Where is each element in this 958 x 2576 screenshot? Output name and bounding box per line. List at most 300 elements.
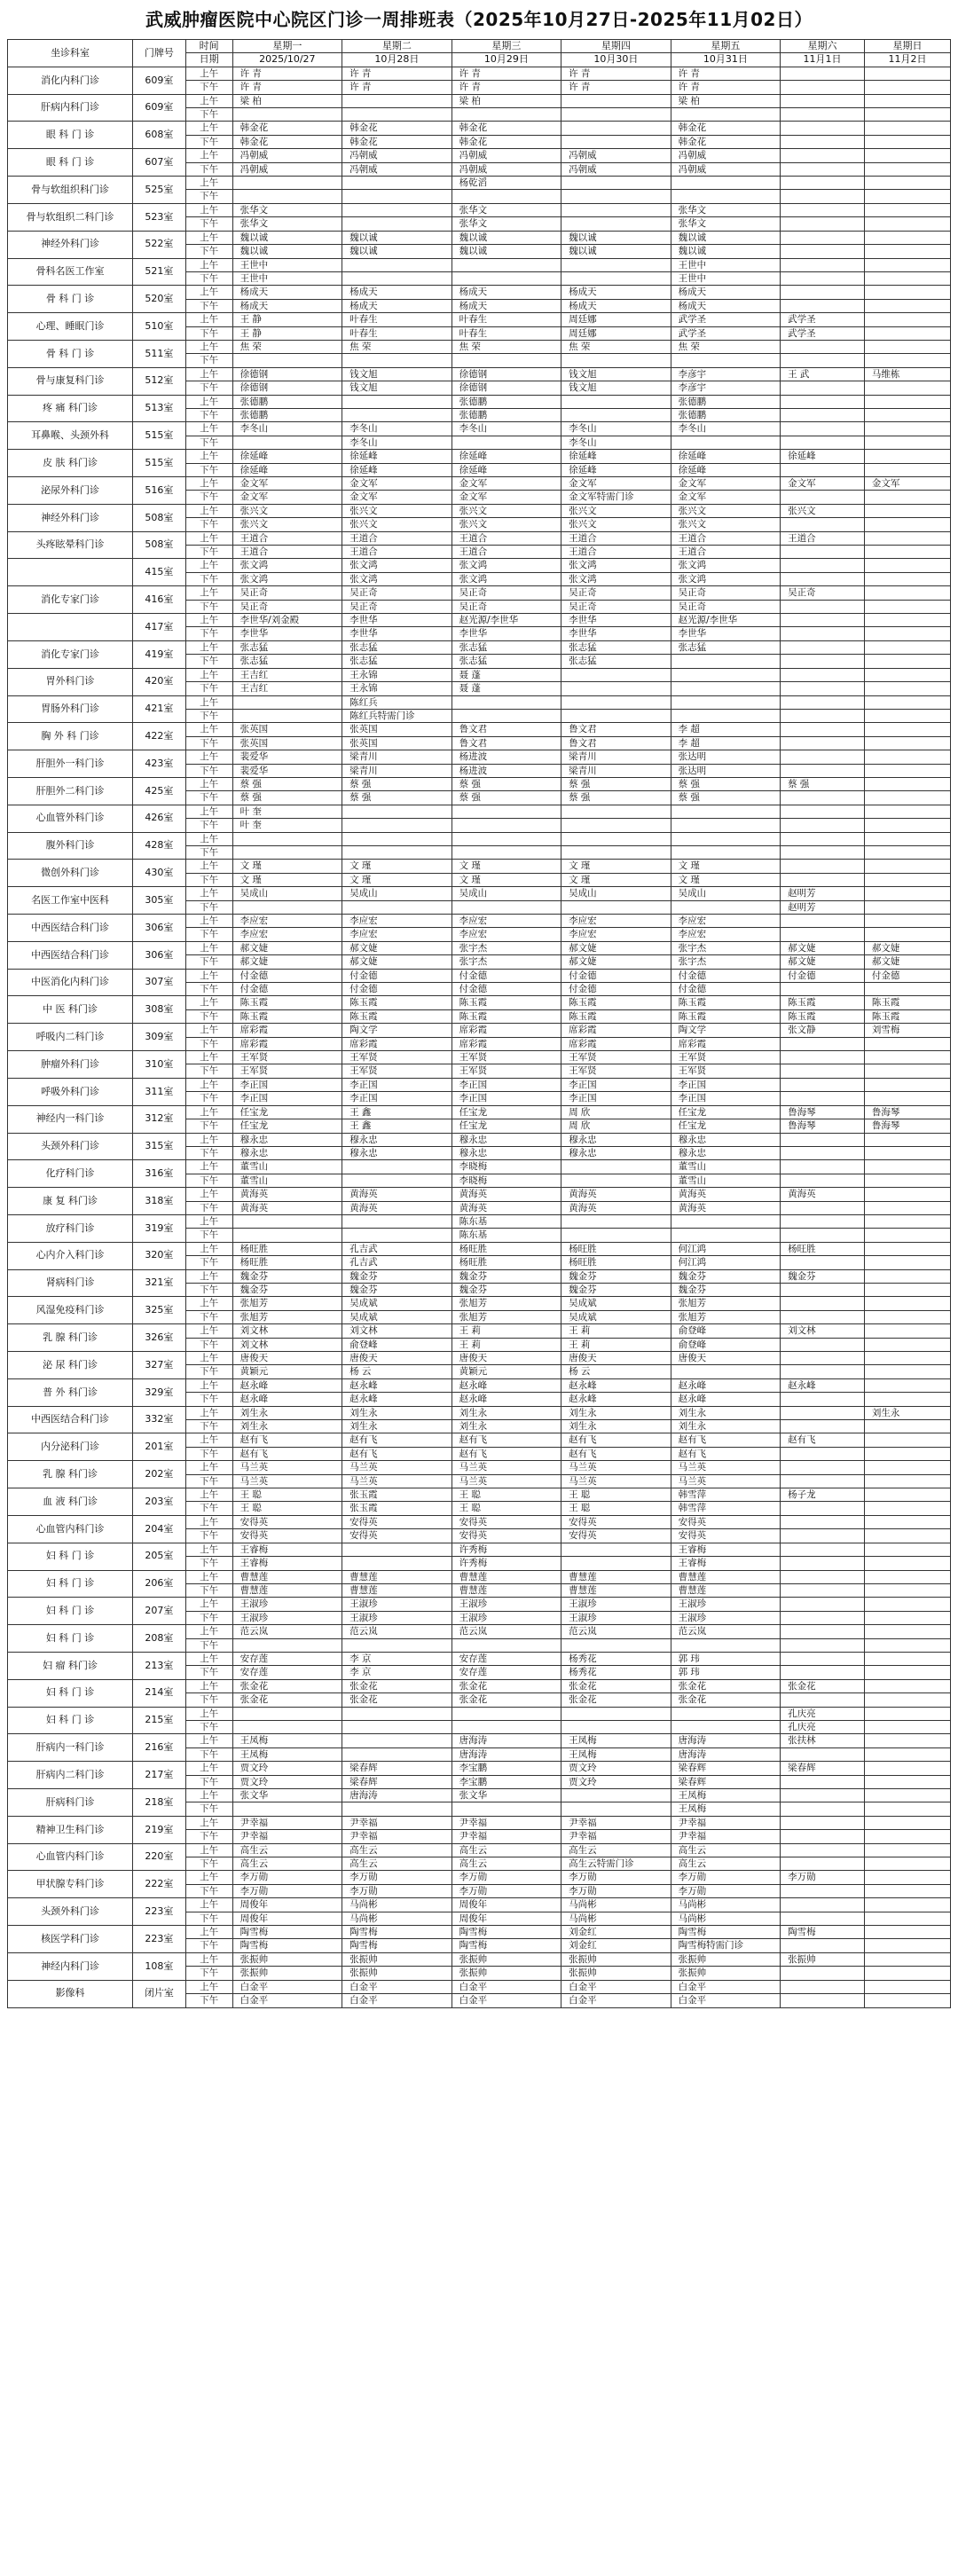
- doctor-cell: 赵有飞: [342, 1447, 452, 1460]
- doctor-cell: 李宝鹏: [452, 1775, 561, 1788]
- doctor-cell: [232, 1229, 342, 1242]
- doctor-cell: 聂 蓬: [452, 682, 561, 695]
- doctor-cell: 李正国: [232, 1078, 342, 1091]
- doctor-cell: [232, 1720, 342, 1733]
- doctor-cell: [864, 1952, 950, 1966]
- doctor-cell: 陈玉霞: [671, 996, 781, 1009]
- doctor-cell: [342, 1734, 452, 1747]
- doctor-cell: 叶 奎: [232, 819, 342, 832]
- doctor-cell: [864, 354, 950, 367]
- doctor-cell: [561, 271, 671, 285]
- session-cell: 上午: [185, 367, 232, 381]
- department-cell: 呼吸内二科门诊: [8, 1024, 133, 1051]
- schedule-row: [8, 1105, 951, 1119]
- doctor-cell: [864, 122, 950, 135]
- room-cell: 316室: [133, 1160, 186, 1188]
- doctor-cell: 安得英: [561, 1515, 671, 1528]
- session-cell: 下午: [185, 627, 232, 640]
- doctor-cell: 赵永峰: [342, 1393, 452, 1406]
- room-cell: 607室: [133, 149, 186, 177]
- doctor-cell: [781, 1693, 865, 1707]
- doctor-cell: 周 欣: [561, 1105, 671, 1119]
- doctor-cell: 蔡 强: [232, 791, 342, 805]
- department-cell: 心理、睡眠门诊: [8, 313, 133, 341]
- department-cell: 肝病内科门诊: [8, 94, 133, 122]
- doctor-cell: 张玉霞: [342, 1488, 452, 1502]
- doctor-cell: 董雪山: [232, 1174, 342, 1187]
- department-cell: 神经外科门诊: [8, 231, 133, 258]
- day-date-header: 10月31日: [671, 53, 781, 67]
- doctor-cell: [864, 1297, 950, 1310]
- session-cell: 下午: [185, 1802, 232, 1816]
- doctor-cell: [671, 177, 781, 190]
- doctor-cell: [864, 258, 950, 271]
- doctor-cell: 张达明: [671, 750, 781, 764]
- doctor-cell: 魏金芬: [342, 1283, 452, 1296]
- doctor-cell: 魏以诚: [232, 231, 342, 244]
- doctor-cell: [781, 67, 865, 80]
- doctor-cell: 张志猛: [452, 640, 561, 654]
- doctor-cell: 鲁海琴: [781, 1105, 865, 1119]
- doctor-cell: 李世华: [671, 627, 781, 640]
- doctor-cell: 白金平: [561, 1994, 671, 2007]
- doctor-cell: 任宝龙: [671, 1105, 781, 1119]
- department-cell: 妇 瘤 科门诊: [8, 1652, 133, 1679]
- doctor-cell: 文 瑾: [232, 873, 342, 886]
- doctor-cell: 许 青: [452, 67, 561, 80]
- doctor-cell: 许 青: [671, 81, 781, 94]
- doctor-cell: 张振帅: [342, 1952, 452, 1966]
- doctor-cell: [864, 1474, 950, 1488]
- doctor-cell: 吴成山: [342, 887, 452, 900]
- doctor-cell: 陶雪梅: [342, 1939, 452, 1952]
- doctor-cell: [864, 1378, 950, 1392]
- session-cell: 上午: [185, 1816, 232, 1829]
- doctor-cell: 赵永峰: [561, 1393, 671, 1406]
- department-cell: [8, 559, 133, 586]
- doctor-cell: [781, 1092, 865, 1105]
- doctor-cell: [864, 381, 950, 395]
- doctor-cell: [342, 203, 452, 216]
- doctor-cell: 唐海涛: [452, 1734, 561, 1747]
- doctor-cell: [452, 1707, 561, 1720]
- doctor-cell: 穆永忠: [671, 1133, 781, 1146]
- doctor-cell: [864, 1611, 950, 1624]
- session-cell: 下午: [185, 1557, 232, 1570]
- doctor-cell: [864, 1583, 950, 1597]
- doctor-cell: 何江鸿: [671, 1256, 781, 1269]
- schedule-row: [8, 1352, 951, 1365]
- doctor-cell: 魏金芬: [232, 1283, 342, 1296]
- room-cell: 213室: [133, 1652, 186, 1679]
- doctor-cell: 席彩霞: [232, 1024, 342, 1037]
- session-cell: 下午: [185, 81, 232, 94]
- room-cell: 223室: [133, 1898, 186, 1926]
- doctor-cell: 刘文林: [781, 1324, 865, 1338]
- department-cell: 胸 外 科 门诊: [8, 723, 133, 750]
- doctor-cell: 张文华: [232, 1789, 342, 1802]
- doctor-cell: [864, 845, 950, 859]
- room-cell: 闭片室: [133, 1980, 186, 2007]
- doctor-cell: 穆永忠: [671, 1146, 781, 1159]
- doctor-cell: [781, 915, 865, 928]
- doctor-cell: 魏以诚: [452, 245, 561, 258]
- session-cell: 上午: [185, 695, 232, 709]
- doctor-cell: [864, 600, 950, 613]
- doctor-cell: 张文鸿: [232, 559, 342, 572]
- schedule-row: [8, 1871, 951, 1884]
- doctor-cell: 李应宏: [342, 915, 452, 928]
- session-cell: 下午: [185, 791, 232, 805]
- page-title: 武威肿瘤医院中心院区门诊一周排班表（2025年10月27日-2025年11月02日）: [145, 9, 813, 30]
- doctor-cell: [781, 819, 865, 832]
- department-cell: 疼 痛 科门诊: [8, 395, 133, 422]
- doctor-cell: [864, 1488, 950, 1502]
- session-cell: 上午: [185, 1598, 232, 1611]
- doctor-cell: [671, 1365, 781, 1378]
- doctor-cell: [671, 682, 781, 695]
- doctor-cell: [864, 491, 950, 504]
- room-cell: 223室: [133, 1926, 186, 1953]
- doctor-cell: [452, 354, 561, 367]
- room-cell: 312室: [133, 1105, 186, 1133]
- doctor-cell: [342, 845, 452, 859]
- schedule-table: [7, 39, 951, 2008]
- doctor-cell: 李 京: [342, 1666, 452, 1679]
- session-cell: 上午: [185, 203, 232, 216]
- doctor-cell: [671, 1229, 781, 1242]
- doctor-cell: [864, 395, 950, 408]
- schedule-row: [8, 860, 951, 873]
- doctor-cell: 张达明: [671, 764, 781, 777]
- doctor-cell: 王凤梅: [671, 1789, 781, 1802]
- day-name-header: 星期日: [864, 40, 950, 53]
- doctor-cell: 马尚彬: [671, 1898, 781, 1912]
- doctor-cell: [671, 845, 781, 859]
- room-cell: 508室: [133, 531, 186, 559]
- doctor-cell: [452, 709, 561, 722]
- doctor-cell: 付金德: [232, 983, 342, 996]
- doctor-cell: [864, 436, 950, 449]
- doctor-cell: 高生云特需门诊: [561, 1857, 671, 1871]
- schedule-row: [8, 1898, 951, 1912]
- room-cell: 321室: [133, 1269, 186, 1297]
- doctor-cell: [781, 217, 865, 231]
- doctor-cell: 郝文婕: [864, 955, 950, 969]
- doctor-cell: 李正国: [232, 1092, 342, 1105]
- doctor-cell: 赵永峰: [781, 1378, 865, 1392]
- doctor-cell: 张宇杰: [452, 955, 561, 969]
- session-cell: 上午: [185, 1214, 232, 1228]
- schedule-row: [8, 450, 951, 463]
- room-cell: 220室: [133, 1843, 186, 1871]
- doctor-cell: 魏以诚: [342, 245, 452, 258]
- doctor-cell: [232, 1638, 342, 1652]
- doctor-cell: [342, 354, 452, 367]
- day-name-header: 星期五: [671, 40, 781, 53]
- doctor-cell: [864, 108, 950, 122]
- doctor-cell: [781, 1447, 865, 1460]
- doctor-cell: [864, 340, 950, 353]
- session-cell: 下午: [185, 1666, 232, 1679]
- doctor-cell: [864, 190, 950, 203]
- doctor-cell: [561, 177, 671, 190]
- doctor-cell: [864, 1843, 950, 1857]
- doctor-cell: [864, 764, 950, 777]
- doctor-cell: [781, 1747, 865, 1761]
- doctor-cell: 张志猛: [232, 640, 342, 654]
- doctor-cell: [342, 1543, 452, 1556]
- session-cell: 上午: [185, 340, 232, 353]
- doctor-cell: 蔡 强: [342, 777, 452, 790]
- doctor-cell: 任宝龙: [671, 1119, 781, 1133]
- doctor-cell: 杨旺胜: [232, 1256, 342, 1269]
- schedule-row: [8, 668, 951, 681]
- session-cell: 下午: [185, 1857, 232, 1871]
- doctor-cell: [781, 1557, 865, 1570]
- doctor-cell: 吴成山: [671, 887, 781, 900]
- session-cell: 下午: [185, 1393, 232, 1406]
- doctor-cell: [864, 887, 950, 900]
- doctor-cell: 王道合: [671, 546, 781, 559]
- doctor-cell: [781, 928, 865, 941]
- doctor-cell: [561, 1789, 671, 1802]
- doctor-cell: 张志猛: [232, 655, 342, 668]
- doctor-cell: [864, 1679, 950, 1692]
- doctor-cell: 孔吉武: [342, 1256, 452, 1269]
- doctor-cell: [452, 819, 561, 832]
- doctor-cell: 陈玉霞: [342, 1009, 452, 1023]
- doctor-cell: 尹幸福: [671, 1830, 781, 1843]
- department-cell: 呼吸外科门诊: [8, 1078, 133, 1105]
- doctor-cell: [781, 1652, 865, 1665]
- doctor-cell: 唐俊天: [561, 1352, 671, 1365]
- doctor-cell: 张旭芳: [452, 1297, 561, 1310]
- doctor-cell: 安存莲: [452, 1666, 561, 1679]
- room-cell: 204室: [133, 1515, 186, 1543]
- schedule-row: [8, 1980, 951, 1993]
- doctor-cell: 李正国: [342, 1078, 452, 1091]
- doctor-cell: 杨成天: [232, 299, 342, 312]
- session-cell: 上午: [185, 1871, 232, 1884]
- doctor-cell: [342, 1707, 452, 1720]
- department-cell: 内分泌科门诊: [8, 1433, 133, 1461]
- doctor-cell: 徐延峰: [232, 463, 342, 476]
- doctor-cell: [864, 217, 950, 231]
- doctor-cell: [781, 873, 865, 886]
- session-cell: 上午: [185, 1652, 232, 1665]
- room-cell: 306室: [133, 915, 186, 942]
- session-cell: 上午: [185, 1843, 232, 1857]
- doctor-cell: 杨旺胜: [781, 1242, 865, 1255]
- session-cell: 下午: [185, 354, 232, 367]
- doctor-cell: 尹幸福: [671, 1816, 781, 1829]
- doctor-cell: 武学圣: [671, 313, 781, 326]
- doctor-cell: [781, 1201, 865, 1214]
- doctor-cell: 贾文玲: [232, 1762, 342, 1775]
- doctor-cell: [561, 108, 671, 122]
- doctor-cell: 鲁海琴: [781, 1119, 865, 1133]
- doctor-cell: 赵有飞: [452, 1447, 561, 1460]
- doctor-cell: 刘生永: [671, 1420, 781, 1433]
- doctor-cell: 冯朝威: [561, 162, 671, 176]
- doctor-cell: 贾文玲: [561, 1775, 671, 1788]
- session-cell: 上午: [185, 1543, 232, 1556]
- session-cell: 下午: [185, 600, 232, 613]
- session-cell: 下午: [185, 518, 232, 531]
- doctor-cell: 李万勋: [781, 1871, 865, 1884]
- doctor-cell: [671, 819, 781, 832]
- doctor-cell: 韩金花: [671, 135, 781, 148]
- doctor-cell: [671, 1638, 781, 1652]
- doctor-cell: [232, 177, 342, 190]
- doctor-cell: 吴正奇: [232, 600, 342, 613]
- doctor-cell: 唐俊天: [232, 1352, 342, 1365]
- doctor-cell: 刘生永: [452, 1406, 561, 1419]
- doctor-cell: 马兰英: [561, 1461, 671, 1474]
- room-cell: 219室: [133, 1816, 186, 1843]
- room-cell: 421室: [133, 695, 186, 723]
- doctor-cell: 黄海英: [232, 1201, 342, 1214]
- doctor-cell: 张金花: [781, 1679, 865, 1692]
- doctor-cell: [864, 1352, 950, 1365]
- doctor-cell: 陶文学: [342, 1024, 452, 1037]
- session-cell: 上午: [185, 1433, 232, 1447]
- doctor-cell: 李世华: [232, 627, 342, 640]
- schedule-row: [8, 531, 951, 545]
- doctor-cell: 陈红兵: [342, 695, 452, 709]
- doctor-cell: 李应宏: [671, 915, 781, 928]
- session-cell: 上午: [185, 531, 232, 545]
- doctor-cell: [232, 190, 342, 203]
- doctor-cell: 叶春生: [452, 326, 561, 340]
- doctor-cell: 王道合: [671, 531, 781, 545]
- doctor-cell: [781, 1338, 865, 1351]
- doctor-cell: 王军贤: [232, 1051, 342, 1064]
- session-cell: 上午: [185, 1352, 232, 1365]
- room-cell: 329室: [133, 1378, 186, 1406]
- doctor-cell: [671, 832, 781, 845]
- doctor-cell: [781, 1229, 865, 1242]
- doctor-cell: 郝文婕: [232, 941, 342, 954]
- doctor-cell: 武学圣: [671, 326, 781, 340]
- doctor-cell: 穆永忠: [342, 1133, 452, 1146]
- doctor-cell: [342, 408, 452, 421]
- doctor-cell: 杨成天: [342, 286, 452, 299]
- doctor-cell: 张文鸿: [452, 559, 561, 572]
- doctor-cell: 魏金芬: [671, 1283, 781, 1296]
- schedule-row: [8, 1461, 951, 1474]
- doctor-cell: 李冬山: [671, 422, 781, 436]
- doctor-cell: 聂 蓬: [452, 668, 561, 681]
- doctor-cell: [864, 1064, 950, 1078]
- doctor-cell: 李万勋: [452, 1884, 561, 1897]
- schedule-row: [8, 94, 951, 107]
- doctor-cell: 白金平: [561, 1980, 671, 1993]
- doctor-cell: 张英国: [342, 736, 452, 750]
- room-cell: 307室: [133, 969, 186, 996]
- doctor-cell: 许 青: [671, 67, 781, 80]
- session-cell: 下午: [185, 1310, 232, 1323]
- room-cell: 208室: [133, 1625, 186, 1653]
- doctor-cell: 杨成天: [342, 299, 452, 312]
- doctor-cell: 金文军: [342, 491, 452, 504]
- doctor-cell: 刘文林: [342, 1324, 452, 1338]
- doctor-cell: 周俊年: [452, 1898, 561, 1912]
- department-cell: 腹外科门诊: [8, 832, 133, 860]
- doctor-cell: 魏金芬: [452, 1283, 561, 1296]
- doctor-cell: 高生云: [452, 1843, 561, 1857]
- doctor-cell: [561, 1707, 671, 1720]
- doctor-cell: 席彩霞: [342, 1037, 452, 1050]
- doctor-cell: 王 莉: [561, 1338, 671, 1351]
- doctor-cell: [864, 299, 950, 312]
- doctor-cell: 郝文婕: [561, 955, 671, 969]
- department-cell: 肝病内二科门诊: [8, 1762, 133, 1789]
- doctor-cell: 王道合: [452, 531, 561, 545]
- doctor-cell: 李万勋: [561, 1884, 671, 1897]
- session-cell: 上午: [185, 1297, 232, 1310]
- department-cell: 头颈外科门诊: [8, 1898, 133, 1926]
- doctor-cell: 徐延峰: [452, 463, 561, 476]
- doctor-cell: [232, 845, 342, 859]
- doctor-cell: 王军贤: [561, 1064, 671, 1078]
- doctor-cell: 尹幸福: [452, 1830, 561, 1843]
- doctor-cell: 任宝龙: [452, 1105, 561, 1119]
- doctor-cell: 刘文林: [232, 1324, 342, 1338]
- doctor-cell: 许秀梅: [452, 1543, 561, 1556]
- doctor-cell: 黄海英: [781, 1188, 865, 1201]
- doctor-cell: [342, 805, 452, 818]
- doctor-cell: 刘金红: [561, 1926, 671, 1939]
- doctor-cell: 王凤梅: [561, 1734, 671, 1747]
- doctor-cell: 王 鑫: [342, 1105, 452, 1119]
- session-cell: 上午: [185, 1406, 232, 1419]
- schedule-row: [8, 559, 951, 572]
- doctor-cell: 陶雪梅: [232, 1926, 342, 1939]
- doctor-cell: 赵光源/李世华: [671, 614, 781, 627]
- doctor-cell: 王军贤: [342, 1051, 452, 1064]
- doctor-cell: [864, 1857, 950, 1871]
- doctor-cell: 许 青: [232, 67, 342, 80]
- department-cell: 精神卫生科门诊: [8, 1816, 133, 1843]
- doctor-cell: [864, 1884, 950, 1897]
- doctor-cell: [864, 695, 950, 709]
- doctor-cell: 文 瑾: [342, 860, 452, 873]
- doctor-cell: 韩金花: [342, 135, 452, 148]
- doctor-cell: [781, 1160, 865, 1174]
- session-cell: 下午: [185, 1420, 232, 1433]
- doctor-cell: [864, 1625, 950, 1638]
- room-cell: 515室: [133, 422, 186, 450]
- doctor-cell: 张兴文: [671, 504, 781, 517]
- doctor-cell: [864, 463, 950, 476]
- doctor-cell: 曹慧莲: [452, 1570, 561, 1583]
- schedule-row: [8, 1816, 951, 1829]
- doctor-cell: 张文鸿: [342, 572, 452, 585]
- doctor-cell: 黄颖元: [232, 1365, 342, 1378]
- doctor-cell: 文 瑾: [671, 860, 781, 873]
- doctor-cell: 韩金花: [671, 122, 781, 135]
- room-cell: 108室: [133, 1952, 186, 1980]
- department-cell: 康 复 科门诊: [8, 1188, 133, 1215]
- room-cell: 416室: [133, 586, 186, 614]
- doctor-cell: [864, 1461, 950, 1474]
- doctor-cell: [781, 791, 865, 805]
- doctor-cell: 鲁文君: [452, 736, 561, 750]
- doctor-cell: 王睿梅: [232, 1557, 342, 1570]
- doctor-cell: 曹慧莲: [452, 1583, 561, 1597]
